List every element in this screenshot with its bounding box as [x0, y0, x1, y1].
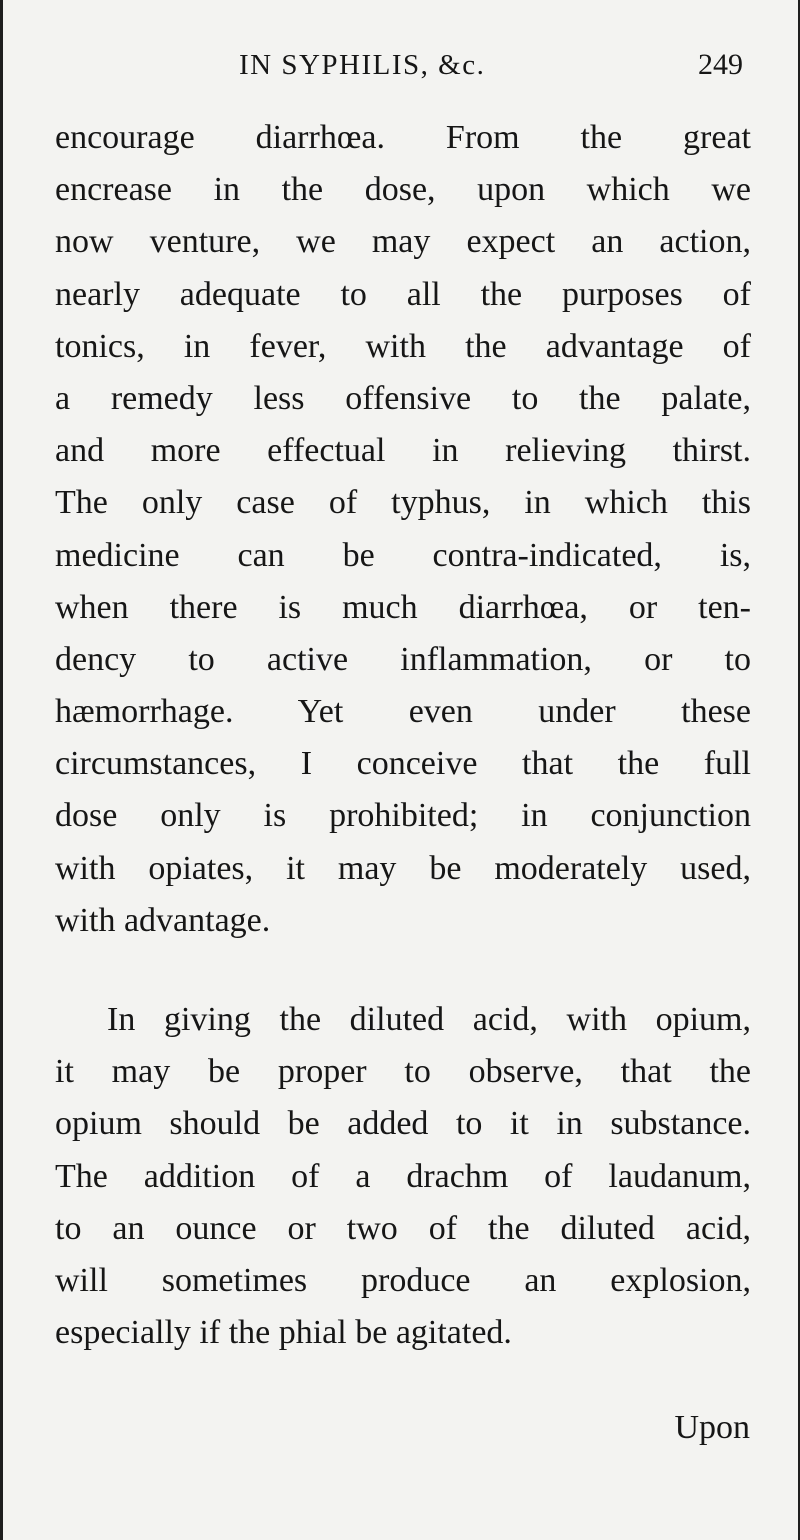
- text-line: The only case of typhus, in which this: [55, 484, 751, 522]
- text-line: to an ounce or two of the diluted acid,: [55, 1209, 751, 1247]
- text-line: medicine can be contra-indicated, is,: [55, 536, 751, 574]
- text-line: with opiates, it may be moderately used,: [55, 849, 751, 887]
- text-line: and more effectual in relieving thirst.: [55, 432, 751, 470]
- text-line: The addition of a drachm of laudanum,: [55, 1157, 751, 1195]
- text-line: dose only is prohibited; in conjunction: [55, 797, 751, 835]
- text-line: it may be proper to observe, that the: [55, 1053, 751, 1091]
- text-line: will sometimes produce an explosion,: [55, 1261, 751, 1299]
- paragraph-2: [55, 994, 751, 1359]
- text-line: encrease in the dose, upon which we: [55, 171, 751, 209]
- body-text: [55, 112, 751, 1359]
- text-line: a remedy less offensive to the palate,: [55, 379, 751, 417]
- paragraph-spacer: [55, 947, 751, 994]
- text-line: especially if the phial be agitated.: [55, 1314, 512, 1352]
- page-header: [3, 42, 800, 88]
- text-line: dency to active inflammation, or to: [55, 640, 751, 678]
- text-line: nearly adequate to all the purposes of: [55, 275, 751, 313]
- text-line: encourage diarrhœa. From the great: [55, 119, 751, 156]
- page-number: 249: [698, 48, 743, 81]
- text-line: tonics, in fever, with the advantage of: [55, 327, 751, 365]
- text-line: In giving the diluted acid, with opium,: [107, 1001, 751, 1038]
- text-line: opium should be added to it in substance.: [55, 1105, 751, 1143]
- text-line: with advantage.: [55, 901, 271, 939]
- text-line: hæmorrhage. Yet even under these: [55, 693, 751, 731]
- paragraph-1: [55, 112, 751, 947]
- text-line: now venture, we may expect an action,: [55, 223, 751, 261]
- text-line: when there is much diarrhœa, or ten-: [55, 588, 751, 626]
- catchword: Upon: [674, 1409, 750, 1446]
- running-head: IN SYPHILIS, &c.: [239, 49, 486, 81]
- text-line: circumstances, I conceive that the full: [55, 745, 751, 783]
